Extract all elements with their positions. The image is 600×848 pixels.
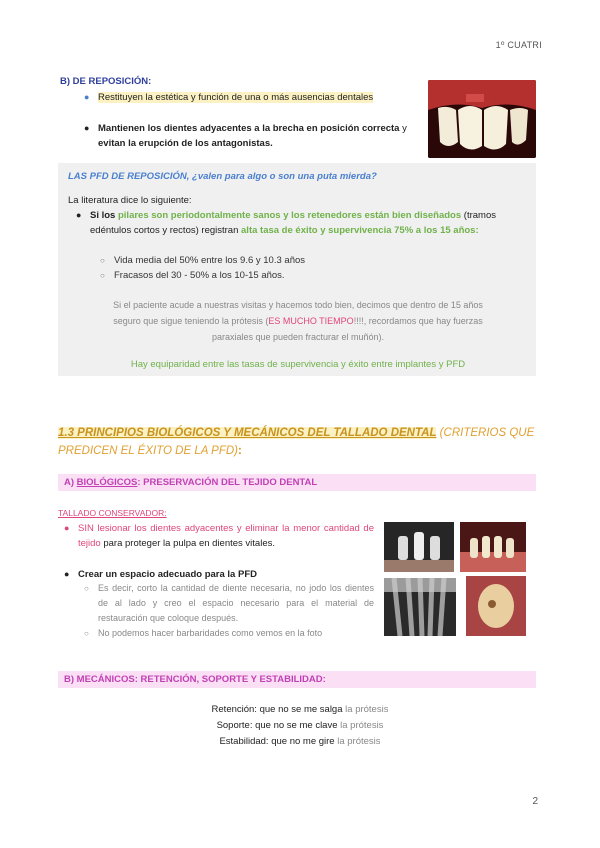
- bullet-dot: ●: [84, 92, 90, 102]
- bullet-pilares: [76, 208, 530, 238]
- sub-dot: ○: [84, 629, 89, 638]
- text-red: SIN lesionar los dientes adyacentes y eliminar la menor cantidad de tejido: [78, 523, 374, 549]
- sub-text: Es decir, corto la cantidad de diente necesaria, no jodo los dientes de al lado y creo el espacio necesario para el material de restauración que coloque después.: [98, 583, 374, 623]
- bullet-dot: ●: [76, 210, 82, 220]
- retencion-list: [100, 702, 500, 750]
- soporte-line: [100, 718, 500, 734]
- tallado-label: TALLADO CONSERVADOR:: [58, 508, 167, 518]
- mecanicos-bar: [58, 671, 536, 688]
- note-2a: seguro que sigue teniendo la prótesis (: [113, 316, 269, 326]
- prep-teeth-photo: [384, 522, 454, 572]
- note-line-1: Si el paciente acude a nuestras visitas y hacemos todo bien, decimos que dentro de 15 años: [113, 300, 483, 310]
- suffix: la prótesis: [337, 720, 384, 731]
- text-rest: para proteger la pulpa en dientes vitales.: [100, 538, 275, 549]
- prefix: A): [64, 477, 77, 488]
- bullet-restituyen: [84, 90, 420, 105]
- bullet-crear-espacio: [64, 567, 257, 582]
- bullet-mid: y: [399, 123, 407, 134]
- bullet-text: Restituyen la estética y función de una o más ausencias dentales: [98, 92, 374, 103]
- course-header: 1º CUATRI: [495, 40, 542, 50]
- retencion-line: [100, 702, 500, 718]
- damaged-tooth-photo: [466, 576, 526, 636]
- note-line-2: [70, 313, 526, 329]
- section-1-3-heading: [58, 424, 538, 460]
- text-tramos: (tramos edéntulos cortos y rectos) registran: [90, 210, 496, 236]
- sub-text: Fracasos del 30 - 50% a los 10-15 años.: [114, 270, 285, 281]
- dental-bridge-photo: [428, 80, 536, 158]
- bullet-bold: Mantienen los dientes adyacentes a la brecha en posición correcta: [98, 123, 400, 134]
- bullet-dot: ●: [64, 523, 70, 533]
- sub-fracasos: [100, 268, 285, 283]
- heading-colon: :: [238, 445, 242, 457]
- word: BIOLÓGICOS: [76, 477, 138, 488]
- term: Retención: que no se me salga: [211, 704, 343, 715]
- sub-vida-media: [100, 253, 306, 268]
- sub-text: No podemos hacer barbaridades como vemos en la foto: [98, 628, 323, 638]
- heading-criteria: (CRITERIOS QUE PREDICEN EL ÉXITO DE LA PFD): [58, 427, 535, 457]
- biologicos-title: [64, 477, 317, 488]
- section-title-reposicion: B) DE REPOSICIÓN:: [60, 76, 152, 87]
- heading-main: 1.3 PRINCIPIOS BIOLÓGICOS Y MECÁNICOS DEL TALLADO DENTAL: [58, 427, 437, 439]
- box-intro: La literatura dice lo siguiente:: [68, 195, 192, 206]
- page-number: 2: [532, 796, 538, 807]
- note-2b: !!!!, recordamos que hay fuerzas: [353, 316, 483, 326]
- bullet-bold2: evitan la erupción de los antagonistas.: [98, 138, 273, 149]
- sub-dot: ○: [100, 271, 105, 280]
- sub-dot: ○: [84, 584, 89, 593]
- text-pilares: pilares son periodontalmente sanos y los retenedores están bien diseñados: [117, 210, 462, 221]
- note-line-3: paraxiales que pueden fracturar el muñón).: [211, 332, 385, 342]
- sub-dot: ○: [100, 256, 105, 265]
- term: Estabilidad: que no me gire: [219, 736, 335, 747]
- mecanicos-title: B) MECÁNICOS: RETENCIÓN, SOPORTE Y ESTABILIDAD:: [64, 674, 326, 685]
- biologicos-bar: [58, 474, 536, 491]
- xray-photo: [384, 578, 456, 636]
- bullet-dot: ●: [64, 569, 70, 579]
- estabilidad-line: [100, 734, 500, 750]
- box-note: [70, 297, 526, 345]
- text-bold: Crear un espacio adecuado para la PFD: [78, 569, 257, 580]
- note-2-red: ES MUCHO TIEMPO: [268, 316, 354, 326]
- text-alta: alta tasa de éxito y supervivencia 75% a los 15 años:: [241, 225, 479, 236]
- suffix: la prótesis: [334, 736, 381, 747]
- bullet-sin-lesionar: [64, 521, 374, 551]
- text-si: Si los: [90, 210, 118, 221]
- sub-es-decir: [84, 581, 374, 626]
- box-equiparidad: Hay equiparidad entre las tasas de supervivencia y éxito entre implantes y PFD: [130, 359, 466, 370]
- rest: : PRESERVACIÓN DEL TEJIDO DENTAL: [137, 477, 318, 488]
- sub-barbaridades: [84, 626, 323, 641]
- suffix: la prótesis: [342, 704, 389, 715]
- sub-text: Vida media del 50% entre los 9.6 y 10.3 años: [114, 255, 306, 266]
- gum-teeth-photo: [460, 522, 526, 572]
- box-question: LAS PFD DE REPOSICIÓN, ¿valen para algo o son una puta mierda?: [68, 171, 377, 182]
- bullet-dot: ●: [84, 123, 90, 133]
- bullet-mantienen: [84, 121, 420, 151]
- term: Soporte: que no se me clave: [216, 720, 338, 731]
